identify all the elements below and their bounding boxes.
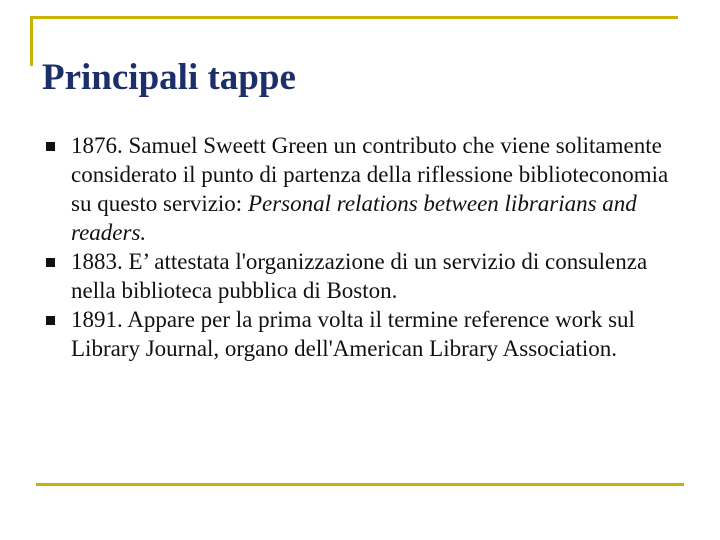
bullet-list xyxy=(46,131,676,363)
square-bullet-icon xyxy=(46,316,55,325)
frame-top-line xyxy=(30,16,678,19)
bullet-emphasis-1876: Personal relations between librarians and readers. xyxy=(71,191,637,245)
bullet-text-1876: 1876. Samuel Sweett Green un contributo che viene solitamente considerato il punto di partenza della riflessione biblioteconomia su questo servizio: xyxy=(71,133,669,216)
slide-title: Principali tappe xyxy=(42,56,296,98)
bullet-text-1891: 1891. Appare per la prima volta il termine reference work sul Library Journal, organo dell'American Library Association. xyxy=(71,307,635,361)
square-bullet-icon xyxy=(46,258,55,267)
bullet-item-1876 xyxy=(46,131,676,247)
frame-bottom-line xyxy=(36,483,684,486)
square-bullet-icon xyxy=(46,142,55,151)
bullet-item-1891 xyxy=(46,305,676,363)
bullet-item-1883 xyxy=(46,247,676,305)
frame-left-line xyxy=(30,16,33,66)
bullet-text-1883: 1883. E’ attestata l'organizzazione di un servizio di consulenza nella biblioteca pubblica di Boston. xyxy=(71,249,648,303)
